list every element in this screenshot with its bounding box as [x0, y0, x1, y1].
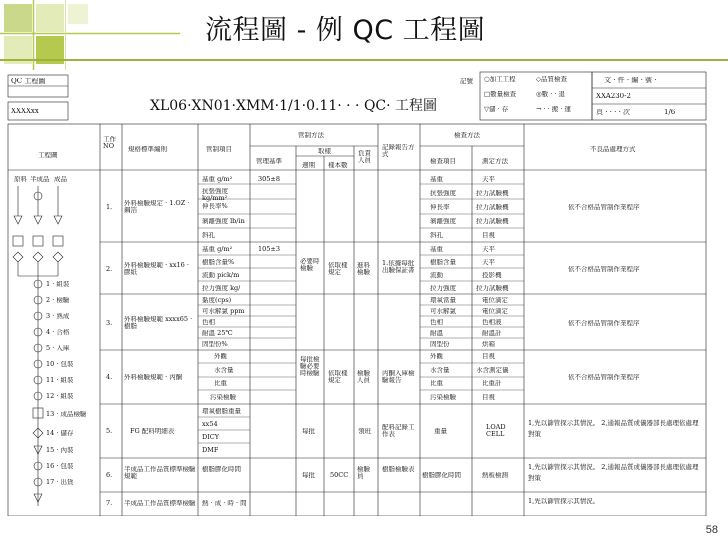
row1-measure-5: 目視: [482, 232, 495, 239]
row3-item-3: 色相: [202, 319, 215, 326]
row4-disposition: 依不合格品管制作業程序: [568, 374, 640, 381]
row4-item-2: 水含量: [214, 367, 234, 374]
row5-item-3: DICY: [202, 434, 220, 441]
col-measure-method: 測定方法: [482, 158, 508, 165]
storage-triangle-3: [54, 216, 62, 224]
legend-item-5: ▽儲 · 存: [484, 106, 509, 113]
row1-inspect-4: 剝離強度: [430, 218, 456, 225]
row1-item-2: 抗張強度 kg/mm²: [202, 188, 228, 202]
row5-inspect-1: 重量: [434, 428, 447, 435]
row3-item-2: 可水解氯 ppm: [202, 308, 245, 315]
row3-inspect-3: 色相: [430, 319, 443, 326]
row1-measure-3: 拉力試驗機: [476, 204, 509, 211]
row4-no: 4.: [106, 374, 113, 381]
row7-spec: 半成品工作品質標準檢驗: [124, 500, 196, 507]
row4-responsible: 檢驗人員: [357, 370, 370, 384]
row4-inspect-2: 水含量: [430, 367, 450, 374]
col-std-quality: 管理基準: [256, 158, 282, 165]
legend-title: 記號: [460, 78, 473, 85]
decor-square-1: [4, 4, 32, 32]
legend-item-3: □數量檢查: [484, 91, 517, 98]
col-spec-name: 規格標準編則: [128, 146, 167, 153]
row1-inspect-5: 斜孔: [430, 232, 443, 239]
qc-process-chart-document: [0, 66, 728, 516]
row2-measure-1: 天平: [482, 246, 495, 253]
flow-step-5: 5 · 入庫: [46, 345, 70, 352]
row6-measure-1: 熱板檢測: [482, 472, 508, 479]
row6-inspect-1: 樹脂膠化時間: [422, 472, 461, 479]
row1-item-4: 剝離強度 lb/in: [202, 218, 245, 225]
left-box-code: XXXXxx: [11, 108, 39, 115]
row5-item-1: 環氧樹脂重量: [202, 408, 241, 415]
row1-inspect-2: 抗張強度: [430, 190, 456, 197]
storage-triangle-2: [34, 216, 42, 224]
row2-sampling: 必要時檢驗: [300, 258, 320, 272]
flow-step-6: 10 · 包裝: [46, 361, 74, 368]
row7-no: 7.: [106, 500, 113, 507]
row1-item-3: 伸長率%: [202, 203, 228, 210]
col-process-chart: 工程圖: [38, 152, 58, 159]
row4-item-1: 外觀: [214, 353, 227, 360]
col-control-item: 管制項目: [206, 146, 232, 153]
row3-item-1: 黏度(cps): [202, 297, 232, 304]
row2-item-4: 拉力強度 kg/: [202, 285, 241, 292]
legend-item-2: ◇品質檢查: [536, 76, 567, 83]
row1-no: 1.: [106, 204, 113, 211]
row2-item-1: 基重 g/m²: [202, 246, 233, 253]
flow-step-10: 14 · 儲存: [46, 430, 74, 437]
left-box-title: QC 工程圖: [11, 78, 46, 85]
row4-inspect-1: 外觀: [430, 353, 443, 360]
row3-no: 3.: [106, 320, 113, 327]
row1-measure-2: 拉力試驗機: [476, 190, 509, 197]
flow-step-3: 3 · 熟成: [46, 313, 70, 320]
legend-item-6: → · · 搬 · 運: [536, 106, 571, 113]
row2-sample-size: 依取樣規定: [328, 262, 348, 276]
row3-measure-4: 耐溫計: [482, 330, 502, 337]
row5-measure-1: LOAD CELL: [486, 424, 506, 438]
col-sample-size: 樣本數: [328, 162, 348, 169]
doc-no-value: XXA230-2: [596, 93, 631, 100]
flow-step-1: 1 · 組裝: [46, 281, 70, 288]
flow-step-9: 13 · 成品檢驗: [46, 411, 87, 418]
row5-no: 5.: [106, 428, 113, 435]
row6-sample-size: 50CC: [330, 472, 349, 479]
inspect-square-2: [33, 236, 43, 246]
row4-inspect-4: 污染檢驗: [430, 394, 456, 401]
col-record-method: 記錄報告方式: [382, 144, 415, 158]
document-title: XL06·XN01·XMM·1/1·0.11· · · QC· 工程圖: [150, 98, 438, 114]
col-work-no: 工作 NO: [103, 136, 116, 150]
row2-disposition: 依不合格品管制作業程序: [568, 266, 640, 273]
col-nonconform: 不良品處理方式: [590, 146, 636, 153]
doc-no-label: 文 · 件 · 編 · 號 ·: [604, 77, 657, 84]
row5-disposition: 1,先以篩管探示其情況。 2,通報品質或儀器部長處理依處理對策: [528, 419, 699, 438]
flow-step-13: 17 · 出貨: [46, 479, 74, 486]
row5-item-4: DMF: [202, 447, 219, 454]
row5-sampling: 每批: [302, 428, 315, 435]
row1-measure-4: 拉力試驗機: [476, 218, 509, 225]
row6-item-1: 樹脂膠化時間: [202, 466, 241, 473]
row3-inspect-4: 耐溫: [430, 330, 443, 337]
row1-inspect-1: 基重: [430, 176, 443, 183]
storage-triangle-1: [14, 216, 22, 224]
row6-record: 樹脂檢驗表: [382, 466, 415, 473]
inspect-square-1: [13, 236, 23, 246]
row3-measure-5: 烘箱: [482, 341, 495, 348]
row6-disposition: 1,先以篩管探示其情況。 2,通報品質或儀器部長處理依處理對策: [528, 463, 699, 482]
row1-measure-1: 天平: [482, 176, 495, 183]
row1-item-5: 斜孔: [202, 232, 215, 239]
row6-no: 6.: [106, 472, 113, 479]
slide-title: 流程圖 - 例 QC 工程圖: [205, 15, 486, 46]
flow-step-2: 2 · 檢驗: [46, 297, 70, 304]
flow-label-semi: 半成品: [30, 176, 50, 183]
flow-step-4: 4 · 合格: [46, 329, 70, 336]
row4-measure-1: 目視: [482, 353, 495, 360]
decor-square-2: [36, 4, 64, 32]
row7-disposition: 1,先以篩管探示其情況。: [528, 498, 600, 505]
row7-item-1: 熱 · 成 · 時 · 間: [202, 500, 247, 507]
row6-sampling: 每批: [302, 472, 315, 479]
row2-inspect-1: 基重: [430, 246, 443, 253]
row2-spec: 外料檢驗規範 · xx16 · 膠紙: [124, 262, 189, 276]
decor-square-5: [68, 4, 88, 24]
col-interval: 週期: [302, 162, 315, 169]
row1-standard: 305±8: [258, 176, 280, 183]
row4-measure-2: 水含測定儀: [476, 367, 509, 374]
legend-item-1: ○加工工程: [484, 76, 516, 83]
row4-sampling: 每批檢驗必要時檢驗: [300, 356, 320, 377]
row1-disposition: 依不合格品管制作業程序: [568, 204, 640, 211]
row4-record: 丙酮入庫檢驗報告: [382, 370, 415, 384]
row2-standard: 105±3: [258, 246, 280, 253]
row2-responsible: 進料檢驗: [357, 262, 370, 276]
row2-inspect-3: 流動: [430, 272, 443, 279]
row2-measure-2: 天平: [482, 259, 495, 266]
col-inspect-item: 檢查項目: [430, 158, 456, 165]
flow-step-11: 15 · 內裝: [46, 447, 74, 454]
row3-inspect-1: 環氧當量: [430, 297, 456, 304]
row4-inspect-3: 比重: [430, 380, 443, 387]
row2-measure-4: 拉力試驗機: [476, 285, 509, 292]
row1-item-1: 基重 g/m²: [202, 176, 233, 183]
col-responsible: 負責人員: [358, 150, 371, 164]
inspect-square-3: [53, 236, 63, 246]
col-inspection-method: 檢查方法: [454, 132, 480, 139]
flow-label-material: 原料: [14, 176, 27, 183]
legend-item-4: ◎數 · · 退: [536, 91, 566, 98]
row4-sample-size: 依取樣規定: [328, 370, 348, 384]
row5-item-2: xx54: [202, 421, 218, 428]
flow-step-7: 11 · 組裝: [46, 377, 74, 384]
row5-responsible: 領班: [358, 428, 371, 435]
row3-inspect-5: 固型份: [430, 341, 450, 348]
row3-item-4: 耐溫 25℃: [202, 330, 233, 337]
row2-item-3: 流動 pick/m: [202, 272, 240, 279]
flow-step-12: 16 · 包裝: [46, 463, 74, 470]
row2-no: 2.: [106, 266, 113, 273]
row5-record: 配料記錄工作表: [382, 424, 415, 438]
row3-measure-3: 色相液: [482, 319, 502, 326]
col-control-method: 管制方法: [298, 132, 324, 139]
row2-item-2: 樹脂含量%: [202, 259, 235, 266]
row3-measure-1: 電位滴定: [482, 297, 508, 304]
row1-spec: 外料檢驗規定 · 1.OZ · 鋼箔: [124, 200, 190, 214]
flow-step-8: 12 · 組裝: [46, 393, 74, 400]
row3-spec: 外料檢驗規範 xxxx65 · 樹脂: [124, 316, 193, 330]
row4-spec: 外料檢驗規範 · 丙酮: [124, 374, 183, 381]
row2-inspect-4: 拉力強度: [430, 285, 456, 292]
row5-spec: FG 配料明細表: [130, 428, 175, 435]
document-grid: [0, 66, 728, 516]
flow-label-product: 成品: [54, 176, 67, 183]
page-label: 頁 · · · · 次: [596, 109, 631, 116]
row4-item-3: 比重: [214, 380, 227, 387]
slide-page-number: 58: [705, 524, 718, 536]
row3-measure-2: 電位滴定: [482, 308, 508, 315]
row4-measure-3: 比重計: [482, 380, 502, 387]
row2-inspect-2: 樹脂含量: [430, 259, 456, 266]
row6-responsible: 檢驗員: [357, 466, 370, 480]
row6-spec: 半成品工作品質標準檢驗規範: [124, 466, 196, 480]
col-sampling: 取樣: [318, 148, 331, 155]
page-value: 1/6: [664, 109, 676, 116]
row1-inspect-3: 伸長率: [430, 204, 450, 211]
row4-item-4: 污染檢驗: [210, 394, 236, 401]
row3-disposition: 依不合格品管制作業程序: [568, 320, 640, 327]
row3-inspect-2: 可水解氯: [430, 308, 456, 315]
row4-measure-4: 目視: [482, 394, 495, 401]
row2-record: 1.依據每批出驗保証書: [382, 260, 415, 274]
row3-item-5: 固型份%: [202, 341, 228, 348]
row2-measure-3: 投影機: [482, 272, 502, 279]
